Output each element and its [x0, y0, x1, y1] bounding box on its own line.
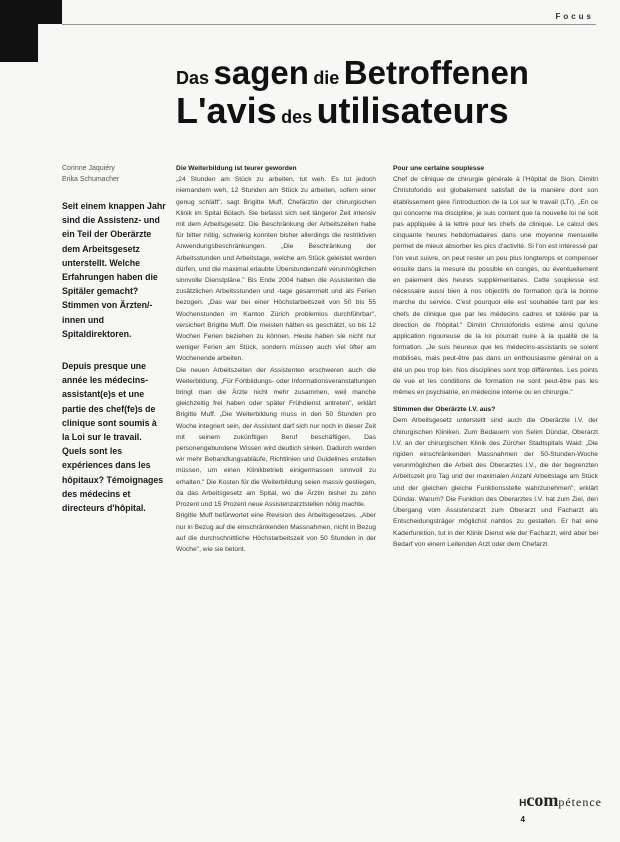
- article-column-german: [176, 163, 376, 788]
- paragraph: Dem Arbeitsgesetz unterstellt sind auch die Oberärzte l.V. der chirurgischen Kliniken. Zum Bedauern von Selim Dündar, Oberarzt l.V. an der chirurgischen Klinik des Zürcher Stadtspitals Waid: „Die rigiden einschränkenden Massnahmen der 50-Stunden-Woche verunmöglichen die Arbeit des Oberarztes l.V., die der begrenzten Arbeitszeit pro Tag und der maximalen Anzahl Arbeitstage am Stück und der gleichen gleiche Funktionsstelle wahrzunehmen", erklärt Dündar. Warum? Die Funktion des Oberarztes l.V. hat zum Ziel, den Übergang vom Assistenzarzt zum Oberarzt und Facharzt als Entscheidungsträger möglichst nahtlos zu gestalten. Er hat eine Kaderfunktion, tut in der Klinik Dienst wie der Facharzt, wird aber bei Bedarf von einem Leitenden Arzt oder dem Chefarzt: [393, 417, 598, 548]
- headline-word: Betroffenen: [343, 54, 529, 91]
- publication-logo: [519, 790, 602, 811]
- headline-line-fr: [176, 90, 529, 131]
- logo-text: com: [526, 790, 559, 810]
- headline-word: des: [281, 107, 313, 127]
- section-label: Focus: [555, 12, 594, 21]
- top-rule: [62, 24, 596, 25]
- headline-word: utilisateurs: [316, 90, 509, 131]
- paragraph: Chef de clinique de chirurgie générale à l'Hôpital de Sion, Dimitri Christoforidis est globalement satisfait de la manière dont son établissement gère l'introduction de la Loi sur le travail (LTr). „En ce qui concerne ma discipline, je suis content que la nouvelle loi ne soit pas appliquée à la lettre pour les chefs de clinique. Le calcul des cinquante heures hebdomadaires dans une moyenne mensuelle permet de mieux absorber les pics d'activité. Si l'on est intéressé par l'on veut suivre, on peut rester un peu plus longtemps et compenser ensuite dans la mesure du possible en congés, ou éventuellement en paiement des heures supplémentaires. Cette souplesse est nécessaire aussi bien à nos objectifs de formation qu'à la bonne marche du service. C'est pourquoi elle est souhaitée tant par les chefs de clinique que par les médecins cadres et tolérée par la direction de l'hôpital." Dimitri Christoforidis estime ainsi qu'une application rigoureuse de la loi pourrait nuire à la qualité de la formation. „Je suis heureux que les médecins-assistants se soient mobilisés, mais peut-être pas dans un enthousiasme général on a été un peu trop loin. Nos disciplines sont trop différentes. Les points de vue et les conditions de formation ne sont peut-être pas les mêmes en psychiatrie, en médecine interne ou en chirurgie.": [393, 176, 598, 397]
- logo-text: pétence: [558, 795, 602, 809]
- headline: [176, 56, 529, 129]
- paragraph: „24 Stunden am Stück zu arbeiten, tut weh. Es tut jedoch niemandem weh, 12 Stunden am Stück zu arbeiten, sofern einer genug schläft", sagt Brigitte Muff, Chefärztin der chirurgischen Klinik im Spital Bülach. Sie befasst sich seit längerer Zeit intensiv mit dem Arbeitsgesetz. Die Beschränkung der Arbeitszeiten habe für bitter nötig, schwierig konnten bisher allerdings die restriktiven Anwendungsbeschränkungen. „Die Beschränkung der Arbeitsstunden und Arbeitstage, welche am Stück geleistet werden dürfen, und die maximal erlaubte Überstundenzahl verunmöglichen sinnvolle Dienstpläne." Bis Ende 2004 haben die Assistenten die zusätzlichen Arbeitsstunden und -tage gesammelt und als Ferien bezogen. „Das war bei einer Höchstarbeitszeit von 50 bis 55 Wochenstunden im Kanton Zürich problemlos durchführbar", versichert Brigitte Muff. Die meisten hätten es geschätzt, so bis 12 Wochen Ferien beziehen zu können. Heute haben sie nicht nur weniger Ferien am Stück, sondern müssen auch viel öfter am Wochenende arbeiten.: [176, 176, 376, 363]
- article-column-french: [393, 163, 598, 775]
- subheading: Die Weiterbildung ist teurer geworden: [176, 165, 297, 172]
- headline-word: sagen: [213, 54, 309, 91]
- logo-letter: H: [519, 798, 527, 809]
- headline-line-de: [176, 56, 529, 89]
- paragraph: Die neuen Arbeitszeiten der Assistenten erschweren auch die Weiterbildung. „Für Fortbildungs- oder Informationsveranstaltungen bringt man die Ärzte nicht mehr zusammen, weil manche gleichzeitig frei haben oder später Frühdienst antreten", erklärt Brigitte Muff. „Die Weiterbildung muss in den 50 Stunden pro Woche integriert sein, der Assistent darf sich nur noch in dieser Zeit mit seinem zukünftigen Beruf beschäftigen. Das personengebundene Wissen wird deutlich sinken. Dadurch werden wir mehr Behandlungsabläufe, Richtlinien und Guidelines erstellen müssen, um einen Klinikbetrieb einigermassen sinnvoll zu erhalten." Die Kosten für die Weiterbildung seien massiv gestiegen, da das Arbeitsgesetz am Spital, wo die Ärztin bisher zu zehn Prozent und 15 Prozent neue Assistenzarztstellen nötig machte.: [176, 366, 376, 509]
- lead-text-fr: Depuis presque une année les médecins-assistant(e)s et une partie des chef(fe)s de clinique sont soumis à la Loi sur le travail. Quels sont les expériences dans les hôpitaux? Témoignages des médecins et directeurs d'hôpital.: [62, 361, 164, 514]
- corner-block: [0, 0, 62, 62]
- subheading: Stimmen der Oberärzte l.V. aus?: [393, 406, 496, 414]
- author-name: Corinne Jaquiéry: [62, 165, 115, 172]
- lead-text-de: Seit einem knappen Jahr sind die Assistenz- und ein Teil der Oberärzte dem Arbeitsgesetz unterstellt. Welche Erfahrungen haben die Spitäler gemacht? Stimmen von Ärzten/-innen und Spitaldirektoren.: [62, 201, 166, 339]
- author-name: Erika Schumacher: [62, 176, 120, 183]
- paragraph: Brigitte Muff befürwortet eine Revision des Arbeitsgesetzes. „Aber nur in Bezug auf die einschränkenden Massnahmen, nicht in Bezug auf die durchschnittliche Höchstarbeitszeit von 50 Stunden in der Woche", wie sie betont.: [176, 512, 376, 553]
- headline-word: Das: [176, 68, 210, 88]
- headline-word: L'avis: [176, 90, 277, 131]
- page-number: 4: [520, 815, 525, 824]
- subheading: Pour une certaine souplesse: [393, 165, 485, 172]
- sidebar: [62, 163, 166, 515]
- headline-word: die: [313, 68, 340, 88]
